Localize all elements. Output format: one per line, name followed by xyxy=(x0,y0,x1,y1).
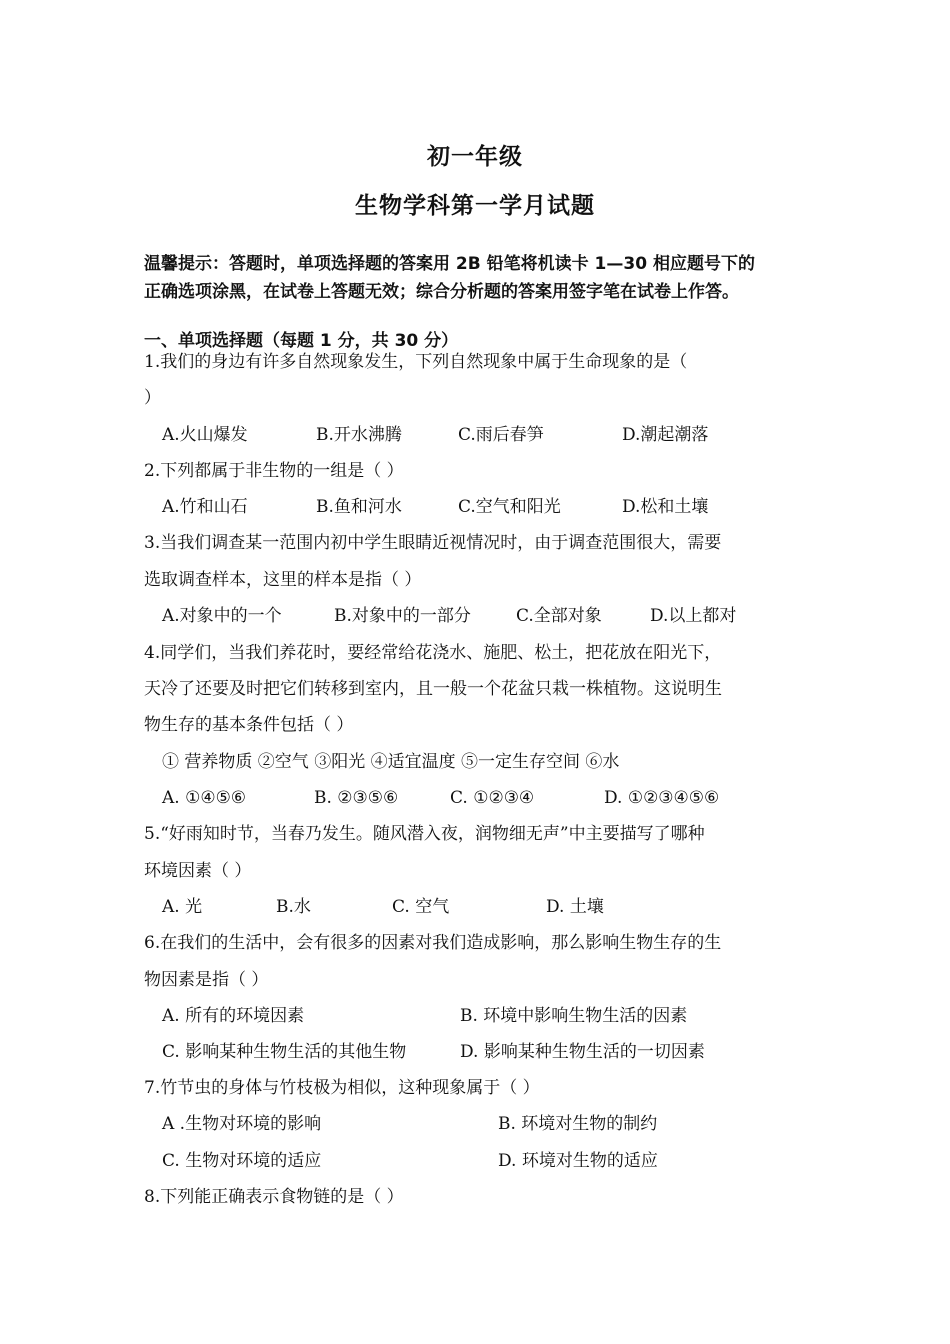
question-4-option-a: A. ①④⑤⑥ xyxy=(162,788,247,808)
question-1-option-b: B.开水沸腾 xyxy=(316,425,402,445)
question-1-option-d: D.潮起潮落 xyxy=(622,425,709,445)
question-4-option-b: B. ②③⑤⑥ xyxy=(314,788,399,808)
question-3-text: 3.当我们调查某一范围内初中学生眼睛近视情况时，由于调查范围很大，需要 xyxy=(144,533,722,553)
question-8-text: 8.下列能正确表示食物链的是（ ） xyxy=(144,1187,404,1207)
question-2-option-b: B.鱼和河水 xyxy=(316,497,402,517)
section-heading: 一、单项选择题（每题 1 分，共 30 分） xyxy=(144,331,459,351)
grade-heading: 初一年级 xyxy=(427,144,523,170)
question-2-option-c: C.空气和阳光 xyxy=(458,497,561,517)
question-4-text-cont-2: 物生存的基本条件包括（ ） xyxy=(144,715,354,735)
question-7-option-b: B. 环境对生物的制约 xyxy=(498,1114,658,1134)
question-6-option-d: D. 影响某种生物生活的一切因素 xyxy=(460,1042,705,1062)
notice-line-2: 正确选项涂黑，在试卷上答题无效；综合分析题的答案用签字笔在试卷上作答。 xyxy=(144,282,739,302)
exam-title: 生物学科第一学月试题 xyxy=(355,193,595,219)
question-7-option-a: A .生物对环境的影响 xyxy=(162,1114,322,1134)
question-6-option-a: A. 所有的环境因素 xyxy=(162,1006,305,1026)
question-6-text-cont: 物因素是指（ ） xyxy=(144,970,269,990)
question-3-option-b: B.对象中的一部分 xyxy=(334,606,471,626)
question-4-option-d: D. ①②③④⑤⑥ xyxy=(604,788,720,808)
question-5-option-d: D. 土壤 xyxy=(546,897,604,917)
question-5-text-cont: 环境因素（ ） xyxy=(144,861,252,881)
question-4-text-cont-1: 天冷了还要及时把它们转移到室内，且一般一个花盆只栽一株植物。这说明生 xyxy=(144,679,722,699)
question-2-option-a: A.竹和山石 xyxy=(162,497,248,517)
question-4-option-c: C. ①②③④ xyxy=(450,788,535,808)
question-7-text: 7.竹节虫的身体与竹枝极为相似，这种现象属于（ ） xyxy=(144,1078,540,1098)
question-3-option-a: A.对象中的一个 xyxy=(162,606,282,626)
question-6-option-b: B. 环境中影响生物生活的因素 xyxy=(460,1006,688,1026)
question-4-text: 4.同学们，当我们养花时，要经常给花浇水、施肥、松土，把花放在阳光下， xyxy=(144,643,722,663)
question-6-text: 6.在我们的生活中，会有很多的因素对我们造成影响，那么影响生物生存的生 xyxy=(144,933,722,953)
question-1-text: 1.我们的身边有许多自然现象发生，下列自然现象中属于生命现象的是（ xyxy=(144,352,688,372)
question-1-text-cont: ） xyxy=(144,388,161,408)
question-7-option-d: D. 环境对生物的适应 xyxy=(498,1151,658,1171)
question-5-option-c: C. 空气 xyxy=(392,897,450,917)
question-3-text-cont: 选取调查样本，这里的样本是指（ ） xyxy=(144,570,422,590)
question-5-option-b: B.水 xyxy=(276,897,311,917)
question-5-option-a: A. 光 xyxy=(162,897,203,917)
question-7-option-c: C. 生物对环境的适应 xyxy=(162,1151,322,1171)
question-1-option-a: A.火山爆发 xyxy=(162,425,248,445)
question-4-items: ① 营养物质 ②空气 ③阳光 ④适宜温度 ⑤一定生存空间 ⑥水 xyxy=(162,752,620,772)
question-2-text: 2.下列都属于非生物的一组是（ ） xyxy=(144,461,404,481)
exam-notice xyxy=(144,250,816,306)
question-5-text: 5.“好雨知时节，当春乃发生。随风潜入夜，润物细无声”中主要描写了哪种 xyxy=(144,824,705,844)
question-3-option-c: C.全部对象 xyxy=(516,606,602,626)
question-3-option-d: D.以上都对 xyxy=(650,606,737,626)
question-2-option-d: D.松和土壤 xyxy=(622,497,709,517)
question-1-option-c: C.雨后春笋 xyxy=(458,425,544,445)
question-6-option-c: C. 影响某种生物生活的其他生物 xyxy=(162,1042,407,1062)
notice-line-1: 温馨提示：答题时，单项选择题的答案用 2B 铅笔将机读卡 1—30 相应题号下的 xyxy=(144,254,755,274)
